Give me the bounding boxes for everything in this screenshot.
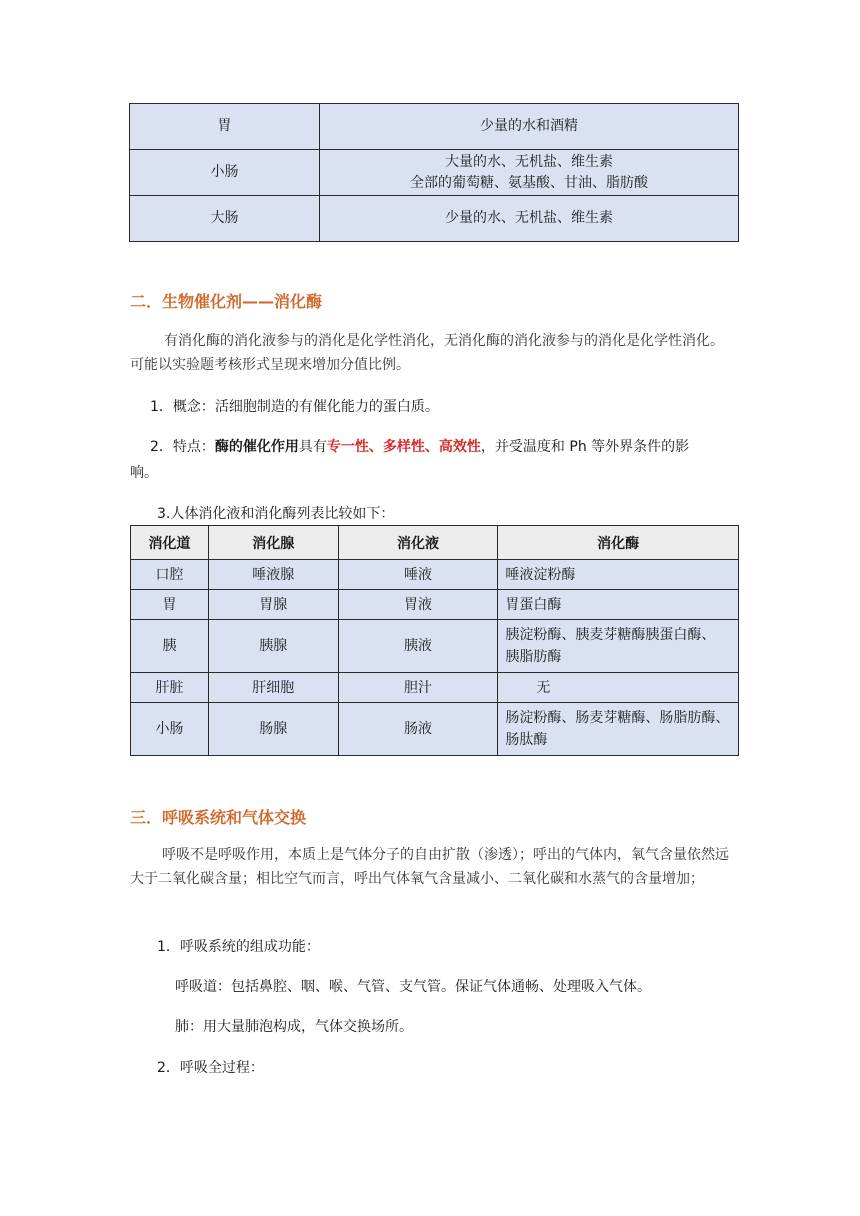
gland-cell: 胰腺 bbox=[208, 620, 338, 673]
concept-text: 概念：活细胞制造的有催化能力的蛋白质。 bbox=[172, 399, 439, 415]
tract-cell: 胰 bbox=[131, 620, 209, 673]
feature-bold: 酶的催化作用 bbox=[214, 439, 299, 455]
enzyme-cell bbox=[498, 620, 739, 673]
list-item-process: 2．呼吸全过程： bbox=[157, 1060, 264, 1076]
enzyme-cell: 唾液淀粉酶 bbox=[498, 560, 739, 590]
enzyme-cell: 无 bbox=[498, 673, 739, 703]
lung-line: 肺：用大量肺泡构成，气体交换场所。 bbox=[175, 1019, 413, 1035]
organ-cell: 小肠 bbox=[130, 150, 320, 196]
table-row bbox=[131, 703, 739, 756]
column-header: 消化道 bbox=[131, 526, 209, 560]
enzyme-cell bbox=[498, 703, 739, 756]
table-row bbox=[130, 196, 739, 242]
enzyme-table bbox=[130, 525, 739, 756]
column-header: 消化腺 bbox=[208, 526, 338, 560]
table-row bbox=[131, 590, 739, 620]
absorption-table bbox=[129, 103, 739, 242]
enzyme-line: 胰淀粉酶、胰麦芽糖酶胰蛋白酶、 bbox=[505, 627, 716, 643]
table-row bbox=[131, 673, 739, 703]
feature-label: 特点： bbox=[172, 439, 215, 455]
gland-cell: 胃腺 bbox=[208, 590, 338, 620]
juice-cell: 肠液 bbox=[338, 703, 498, 756]
table-row bbox=[130, 104, 739, 150]
table-row bbox=[131, 560, 739, 590]
absorbed-cell bbox=[320, 150, 739, 196]
tract-cell: 胃 bbox=[131, 590, 209, 620]
juice-cell: 唾液 bbox=[338, 560, 498, 590]
feature-continuation: 响。 bbox=[130, 465, 158, 481]
juice-cell: 胆汁 bbox=[338, 673, 498, 703]
feature-highlight: 专一性、多样性、高效性 bbox=[326, 439, 481, 455]
airway-line: 呼吸道：包括鼻腔、咽、喉、气管、支气管。保证气体通畅、处理吸入气体。 bbox=[175, 979, 651, 995]
juice-cell: 胰液 bbox=[338, 620, 498, 673]
list-number: 1． bbox=[150, 399, 173, 415]
table-row bbox=[130, 150, 739, 196]
enzyme-line: 肠淀粉酶、肠麦芽糖酶、肠脂肪酶、 bbox=[505, 710, 730, 726]
section-intro: 呼吸不是呼吸作用，本质上是气体分子的自由扩散（渗透）；呼出的气体内，氧气含量依然远大于二氧化碳含量；相比空气而言，呼出气体氧气含量减小、二氧化碳和水蒸气的含量增加； bbox=[130, 847, 729, 887]
organ-cell: 大肠 bbox=[130, 196, 320, 242]
absorbed-line: 少量的水、无机盐、维生素 bbox=[445, 210, 613, 226]
enzyme-line: 肠肽酶 bbox=[505, 732, 548, 748]
tract-cell: 口腔 bbox=[131, 560, 209, 590]
column-header: 消化酶 bbox=[498, 526, 739, 560]
feature-mid: 具有 bbox=[298, 439, 327, 455]
list-intro: 3.人体消化液和消化酶列表比较如下： bbox=[157, 506, 395, 522]
list-number: 2． bbox=[150, 439, 173, 455]
concept-line bbox=[150, 397, 439, 417]
absorbed-cell bbox=[320, 104, 739, 150]
tract-cell: 肝脏 bbox=[131, 673, 209, 703]
table-row bbox=[131, 620, 739, 673]
absorbed-line: 少量的水和酒精 bbox=[480, 118, 578, 134]
feature-line bbox=[150, 437, 689, 457]
enzyme-cell: 胃蛋白酶 bbox=[498, 590, 739, 620]
absorbed-cell bbox=[320, 196, 739, 242]
gland-cell: 肝细胞 bbox=[208, 673, 338, 703]
feature-post: ，并受温度和 Ph 等外界条件的影 bbox=[480, 439, 690, 455]
table-header-row bbox=[131, 526, 739, 560]
absorbed-line: 大量的水、无机盐、维生素 bbox=[445, 153, 613, 170]
organ-cell: 胃 bbox=[130, 104, 320, 150]
column-header: 消化液 bbox=[338, 526, 498, 560]
section-heading: 二．生物催化剂——消化酶 bbox=[130, 292, 323, 311]
gland-cell: 肠腺 bbox=[208, 703, 338, 756]
section-heading: 三．呼吸系统和气体交换 bbox=[130, 808, 307, 827]
section-intro: 有消化酶的消化液参与的消化是化学性消化，无消化酶的消化液参与的消化是化学性消化。可能以实验题考核形式呈现来增加分值比例。 bbox=[130, 333, 724, 373]
enzyme-line: 胰脂肪酶 bbox=[505, 649, 562, 665]
absorbed-line: 全部的葡萄糖、氨基酸、甘油、脂肪酸 bbox=[410, 174, 648, 191]
juice-cell: 胃液 bbox=[338, 590, 498, 620]
list-item-composition: 1．呼吸系统的组成功能： bbox=[157, 939, 320, 955]
gland-cell: 唾液腺 bbox=[208, 560, 338, 590]
tract-cell: 小肠 bbox=[131, 703, 209, 756]
